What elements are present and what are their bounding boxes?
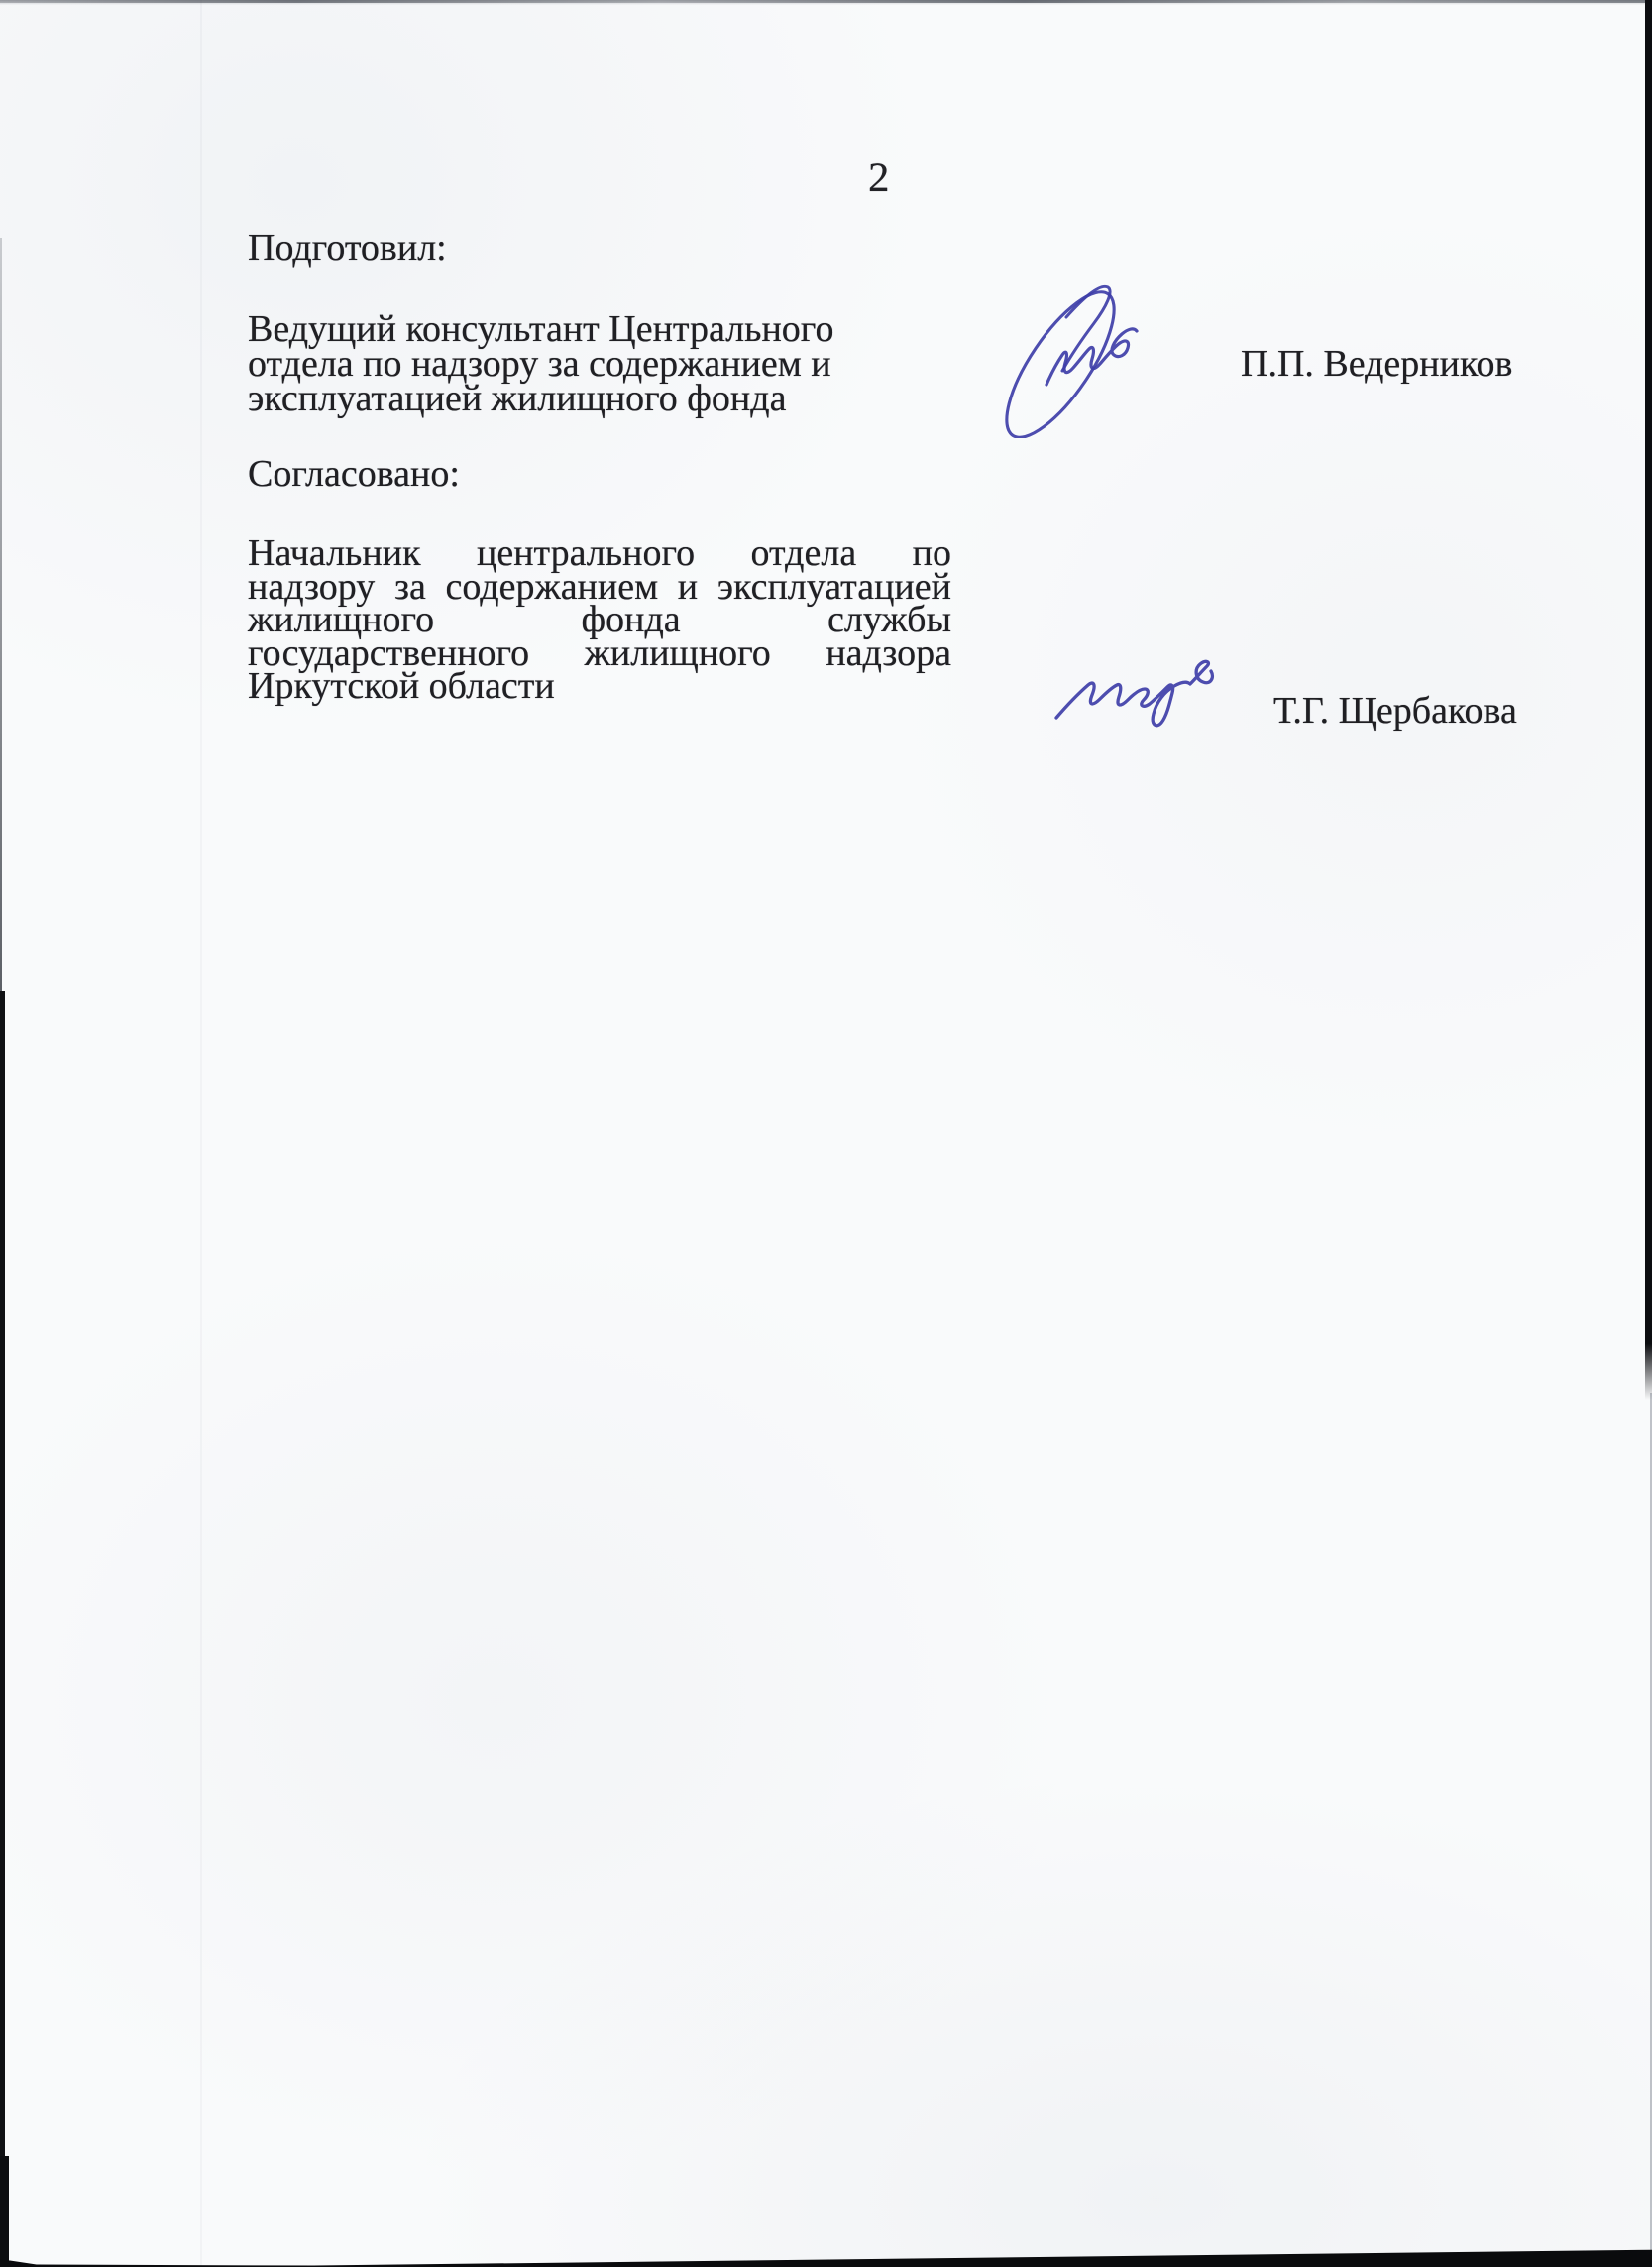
prepared-title-line-2: отдела по надзору за содержанием и: [248, 343, 831, 385]
scan-edge-right-black: [1645, 0, 1652, 1400]
scan-streak-vertical: [200, 0, 202, 2267]
approved-title-line-4: государственного жилищного надзора: [248, 631, 951, 674]
approved-title: [248, 532, 951, 707]
scan-edge-top-line: [0, 0, 1652, 3]
approved-title-line-5: Иркутской области: [248, 665, 555, 707]
scan-edge-left-corner: [0, 2156, 9, 2267]
shcherbakova-signature: [1050, 644, 1224, 734]
prepared-title: [248, 308, 953, 419]
scan-edge-left-black: [0, 991, 5, 2171]
scan-edge-bottom-wedge: [0, 2231, 1652, 2267]
approved-title-line-3: жилищного фонда службы: [248, 599, 951, 640]
prepared-signatory-name: П.П. Ведерников: [1241, 343, 1513, 385]
approved-signatory-name: Т.Г. Щербакова: [1273, 690, 1517, 732]
prepared-heading: Подготовил:: [248, 227, 447, 269]
vedernikov-signature: [989, 274, 1148, 438]
approved-heading: Согласовано:: [248, 453, 460, 495]
approved-title-line-1: Начальник центрального отдела по: [248, 532, 951, 574]
page-number: 2: [868, 155, 890, 201]
scan-edge-top-shadow: [0, 0, 1652, 6]
prepared-title-line-3: эксплуатацией жилищного фонда: [248, 378, 787, 419]
approved-title-line-2: надзору за содержанием и эксплуатацией: [248, 565, 951, 608]
scan-edge-left-thin: [0, 238, 2, 991]
prepared-title-line-1: Ведущий консультант Центрального: [248, 308, 834, 350]
